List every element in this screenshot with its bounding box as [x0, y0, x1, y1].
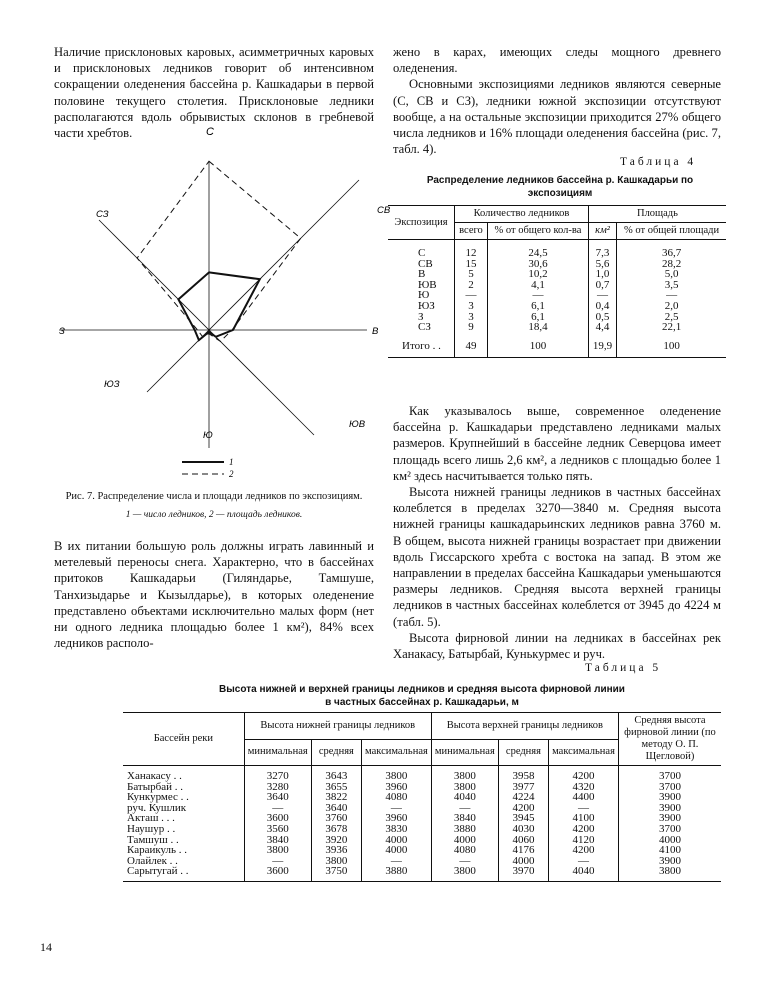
right-column-top [393, 44, 721, 157]
col-firn: Средняя высота фирновой линии (по методу О. П. Щегловой) [618, 713, 721, 766]
page-number: 14 [40, 940, 52, 954]
table-row [388, 301, 726, 312]
table-cell: 3700 [618, 766, 721, 782]
table-cell: — [549, 803, 619, 814]
table-cell: 4000 [362, 845, 432, 856]
legend-2: 2 [229, 469, 234, 479]
table-cell: 3900 [618, 803, 721, 814]
table-cell: 4000 [362, 835, 432, 846]
exposure-radar-figure [54, 120, 391, 490]
table-cell: 3977 [498, 782, 548, 793]
paragraph: Как указывалось выше, современное оледенение бассейна р. Кашкадарьи представлено ледниками малых размеров. Крупнейший в бассейне ледник Северцова имеет площадь всего лишь 2,6 км², а ледников с площадью более 1 км² здесь насчитывается только пять. [393, 404, 721, 483]
table-cell: 3880 [362, 866, 432, 881]
table-cell: Олайлек . . [123, 856, 244, 867]
table-cell: 4176 [498, 845, 548, 856]
table-cell: — [244, 856, 311, 867]
table-row [123, 782, 721, 793]
table-cell: Батырбай . . [123, 782, 244, 793]
table-cell: 4080 [362, 792, 432, 803]
table-cell: 3830 [362, 824, 432, 835]
table-row [123, 792, 721, 803]
table-cell: 4040 [549, 866, 619, 881]
table-row [123, 845, 721, 856]
table-cell: Итого . . [388, 333, 455, 358]
table-cell: 3800 [311, 856, 361, 867]
table-cell: 30,6 [487, 259, 588, 270]
table-cell: 3900 [618, 856, 721, 867]
col-area-pct: % от общей площади [617, 223, 726, 240]
table-cell: 3840 [431, 813, 498, 824]
table-cell: 3800 [618, 866, 721, 881]
table-cell: 3640 [311, 803, 361, 814]
paragraph: Основными экспозициями ледников являются северные (С, СВ и СЗ), ледники южной экспозиции отсутствуют вообще, а на остальные экспозиции приходится 27% общего числа ледников и 16% площади оледенения бассейна (рис. 7, табл. 4). [393, 77, 721, 157]
legend-1: 1 [229, 457, 234, 467]
table-cell: 36,7 [617, 240, 726, 259]
legend [182, 457, 234, 479]
table-cell: 4000 [618, 835, 721, 846]
table-cell: 4120 [549, 835, 619, 846]
table-cell: 2,0 [617, 301, 726, 312]
table-cell: 6,1 [487, 312, 588, 323]
table-cell: 3640 [244, 792, 311, 803]
table-row [123, 866, 721, 881]
table-cell: — [487, 290, 588, 301]
col-area: Площадь [588, 206, 726, 223]
table-cell: 22,1 [617, 322, 726, 333]
table-cell: 4060 [498, 835, 548, 846]
table-cell: 3800 [431, 782, 498, 793]
paragraph: Наличие присклоновых каровых, асимметричных каровых и присклоновых ледников говорит об интенсивном сокращении оледенения бассейна р. Кашкадарьи в первой половине текущего столетия. Присклоновые ледники располагаются вдоль обрывистых склонов в гребневой части хребтов. [54, 45, 374, 141]
table4-body [388, 240, 726, 358]
table-cell: 3643 [311, 766, 361, 782]
direction-label-se: ЮВ [349, 419, 366, 430]
table-cell: 3 [455, 312, 488, 323]
table-cell: СЗ [388, 322, 455, 333]
radar-axes [59, 162, 367, 448]
table-cell: 100 [487, 333, 588, 358]
table-cell: 3958 [498, 766, 548, 782]
table-cell: 9 [455, 322, 488, 333]
table-cell: 4400 [549, 792, 619, 803]
left-column-bottom [54, 538, 374, 651]
table-cell: 4,4 [588, 322, 616, 333]
table-cell: 4080 [431, 845, 498, 856]
table-row [388, 322, 726, 333]
direction-label-n: С [206, 126, 214, 138]
table-row [123, 856, 721, 867]
table-cell: 4000 [498, 856, 548, 867]
table-cell: 3945 [498, 813, 548, 824]
col-upper-max: максимальная [549, 739, 619, 766]
col-count-pct: % от общего кол-ва [487, 223, 588, 240]
table-cell: 3700 [618, 824, 721, 835]
col-lower: Высота нижней границы ледников [244, 713, 431, 740]
table-cell: З [388, 312, 455, 323]
table-cell: 100 [617, 333, 726, 358]
table-cell: 3900 [618, 813, 721, 824]
direction-label-w: З [59, 326, 65, 337]
table-cell: 3280 [244, 782, 311, 793]
table-cell: 4200 [549, 845, 619, 856]
table-cell: 3936 [311, 845, 361, 856]
direction-label-nw: СЗ [96, 209, 109, 220]
col-lower-avg: средняя [311, 739, 361, 766]
table-cell: 3960 [362, 813, 432, 824]
table-cell: 0,7 [588, 280, 616, 291]
table-cell: 18,4 [487, 322, 588, 333]
table-cell: 4200 [549, 766, 619, 782]
table4-title: Распределение ледников бассейна р. Кашкадарьи по экспозициям [426, 175, 694, 199]
table5-body [123, 766, 721, 882]
table-cell: 4224 [498, 792, 548, 803]
table-cell: 15 [455, 259, 488, 270]
table-cell: 4200 [549, 824, 619, 835]
table-cell: Сарытугай . . [123, 866, 244, 881]
caption-legend: 1 — число ледников, 2 — площадь ледников. [125, 510, 303, 520]
table-cell: 4200 [498, 803, 548, 814]
col-upper: Высота верхней границы ледников [431, 713, 618, 740]
table-cell: 7,3 [588, 240, 616, 259]
col-lower-min: минимальная [244, 739, 311, 766]
table-cell: 3,5 [617, 280, 726, 291]
table-cell: 3700 [618, 782, 721, 793]
table-cell: — [588, 290, 616, 301]
table-cell: 5 [455, 269, 488, 280]
table-cell: 10,2 [487, 269, 588, 280]
col-count: Количество ледников [455, 206, 589, 223]
table-cell: Наушур . . [123, 824, 244, 835]
table-cell: 4100 [618, 845, 721, 856]
table-cell: Тамшуш . . [123, 835, 244, 846]
table5-title-line2: в частных бассейнах р. Кашкадарьи, м [325, 697, 519, 708]
paragraph: жено в карах, имеющих следы мощного древнего оледенения. [393, 45, 721, 76]
table-cell: 19,9 [588, 333, 616, 358]
table-row [123, 766, 721, 782]
table-cell: 4040 [431, 792, 498, 803]
table-cell: 3880 [431, 824, 498, 835]
table-cell: 4000 [431, 835, 498, 846]
table-cell: руч. Кушлик [123, 803, 244, 814]
col-basin: Бассейн реки [123, 713, 244, 766]
table-row [388, 240, 726, 259]
table-cell: С [388, 240, 455, 259]
table-cell: — [431, 856, 498, 867]
table-cell: — [362, 856, 432, 867]
table-cell: 0,4 [588, 301, 616, 312]
table-cell: СВ [388, 259, 455, 270]
table-cell: Акташ . . . [123, 813, 244, 824]
table-row [123, 803, 721, 814]
table5-title-line1: Высота нижней и верхней границы ледников и средняя высота фирновой линии [219, 684, 625, 695]
figure-caption [54, 490, 374, 522]
table-cell: 3655 [311, 782, 361, 793]
table-cell: 6,1 [487, 301, 588, 312]
table-row [123, 824, 721, 835]
right-column-bottom [393, 403, 721, 662]
table-5 [123, 712, 721, 882]
table-cell: 3840 [244, 835, 311, 846]
table-cell: ЮЗ [388, 301, 455, 312]
area-polygon [137, 161, 301, 341]
direction-label-sw: ЮЗ [104, 379, 120, 390]
table-cell: В [388, 269, 455, 280]
table-cell: — [455, 290, 488, 301]
table-cell: — [431, 803, 498, 814]
table5-title [123, 683, 721, 709]
table-cell: 3600 [244, 866, 311, 881]
table-cell: 4100 [549, 813, 619, 824]
table4-label: Таблица 4 [620, 156, 697, 168]
table-cell: Кункурмес . . [123, 792, 244, 803]
table-cell: 24,5 [487, 240, 588, 259]
paragraph: В их питании большую роль должны играть лавинный и метелевый переносы снега. Характерно, что в бассейнах притоков Кашкадарьи (Гиляндарье, Тамшуше, Танхизыдарье и Кызылдарье), в которых оледенение представлено объектами исключительно малых форм (нет ни одного ледника площадью более 1 км²), 84% всех ледников располо- [54, 539, 374, 651]
radar-labels [59, 126, 391, 441]
table-cell: 3560 [244, 824, 311, 835]
table-cell: 3800 [431, 766, 498, 782]
table-cell: 12 [455, 240, 488, 259]
table-cell: 3822 [311, 792, 361, 803]
table-cell: 5,0 [617, 269, 726, 280]
caption-title: Рис. 7. Распределение числа и площади ледников по экспозициям. [65, 491, 363, 502]
table-cell: 3678 [311, 824, 361, 835]
table-cell: 3750 [311, 866, 361, 881]
table-cell: — [362, 803, 432, 814]
col-area-km: км² [588, 223, 616, 240]
table-cell: — [617, 290, 726, 301]
table-cell: 1,0 [588, 269, 616, 280]
table-cell: 3970 [498, 866, 548, 881]
table-cell: 3960 [362, 782, 432, 793]
col-lower-max: максимальная [362, 739, 432, 766]
table-cell: 4320 [549, 782, 619, 793]
table-cell: 3800 [362, 766, 432, 782]
table-cell: ЮВ [388, 280, 455, 291]
table5-label: Таблица 5 [585, 662, 662, 674]
table-cell: 2 [455, 280, 488, 291]
direction-label-s: Ю [203, 430, 213, 441]
col-upper-min: минимальная [431, 739, 498, 766]
table-cell: 3270 [244, 766, 311, 782]
table-4 [388, 205, 726, 358]
table-cell: 3900 [618, 792, 721, 803]
table-total-row [388, 333, 726, 358]
table-cell: 28,2 [617, 259, 726, 270]
table-cell: Ю [388, 290, 455, 301]
table-cell: 0,5 [588, 312, 616, 323]
table-cell: 3800 [244, 845, 311, 856]
col-count-all: всего [455, 223, 488, 240]
table-cell: 3 [455, 301, 488, 312]
col-exposition: Экспозиция [388, 206, 455, 240]
table-cell: 3920 [311, 835, 361, 846]
table-cell: 3600 [244, 813, 311, 824]
table-cell: — [549, 856, 619, 867]
col-upper-avg: средняя [498, 739, 548, 766]
table-cell: 2,5 [617, 312, 726, 323]
table-cell: 49 [455, 333, 488, 358]
axis-line [99, 220, 314, 435]
table-cell: 3760 [311, 813, 361, 824]
direction-label-ne: СВ [377, 205, 391, 216]
table-cell: 5,6 [588, 259, 616, 270]
table-cell: — [244, 803, 311, 814]
table-row [123, 813, 721, 824]
table-cell: 4,1 [487, 280, 588, 291]
paragraph: Высота фирновой линии на ледниках в бассейнах рек Ханакасу, Батырбай, Кунькурмес и руч. [393, 630, 721, 662]
table-cell: 4030 [498, 824, 548, 835]
table-cell: 3800 [431, 866, 498, 881]
table-cell: Караикуль . . [123, 845, 244, 856]
table-cell: Ханакасу . . [123, 766, 244, 782]
table-row [123, 835, 721, 846]
axis-line [147, 180, 359, 392]
direction-label-e: В [372, 326, 379, 337]
paragraph: Высота нижней границы ледников в частных бассейнах колеблется в пределах 3270—3840 м. Средняя высота нижней границы кашкадарьинских ледников равна 3760 м. В общем, высота нижней границы возрастает при движении вдоль Гиссарского хребта с востока на запад. В этом же направлении в пределах бассейна Кашкадарьи уменьшаются размеры ледников. Средняя высота верхней границы ледников в частных бассейнах колеблется от 3945 до 4224 м (табл. 5). [393, 485, 721, 629]
